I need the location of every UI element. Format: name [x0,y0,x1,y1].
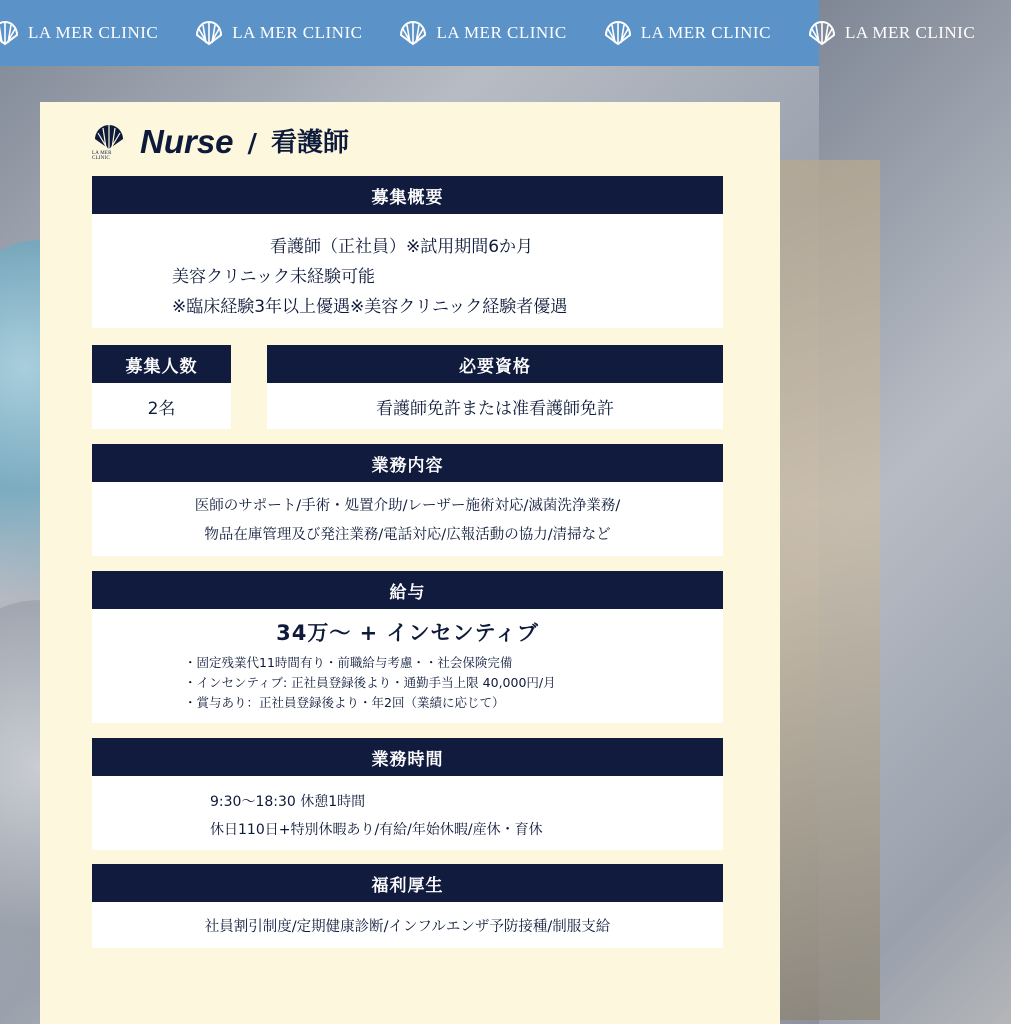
brand-logo [398,18,566,48]
clinic-logo [92,123,126,161]
requirements-value: 看護師免許または准看護師免許 [267,383,723,429]
shell-icon [194,18,224,48]
hours-line: 休日110日+特別休暇あり/有給/年始休暇/産休・育休 [210,822,543,838]
section-heading: 業務時間 [92,738,723,776]
brand-name: LA MER CLINIC [232,23,363,42]
brand-logo [0,18,158,48]
shell-icon [0,18,20,48]
hours-line: 9:30〜18:30 休憩1時間 [210,794,366,810]
section-heading: 業務内容 [92,444,723,482]
shell-icon [807,18,837,48]
section-heading: 福利厚生 [92,864,723,902]
shell-icon [603,18,633,48]
section-overview [92,176,723,328]
section-headcount [92,345,231,429]
title-english: Nurse [140,123,234,160]
salary-note: ・固定残業代11時間有り・前職給与考慮・・社会保険完備 [184,655,513,670]
duties-line: 物品在庫管理及び発注業務/電話対応/広報活動の協力/清掃など [204,527,611,543]
section-benefits [92,864,723,948]
section-body [92,776,723,850]
shell-icon [93,123,125,151]
salary-note: ・インセンティブ: 正社員登録後より・通勤手当上限 40,000円/月 [184,675,556,690]
section-requirements [267,345,723,429]
section-body [92,609,723,723]
section-salary [92,571,723,723]
overview-line: 看護師（正社員）※試用期間6か月 [269,237,534,257]
section-heading: 給与 [92,571,723,609]
section-heading: 募集概要 [92,176,723,214]
benefits-value: 社員割引制度/定期健康診断/インフルエンザ予防接種/制服支給 [92,902,723,948]
title-separator: / [247,129,258,159]
brand-logo [194,18,362,48]
section-duties [92,444,723,556]
salary-main: 34万〜 + インセンティブ [276,621,539,645]
logo-caption: LA MER CLINIC [92,151,112,161]
section-heading: 必要資格 [267,345,723,383]
brand-logo [807,18,975,48]
section-body [92,214,723,328]
brand-name: LA MER CLINIC [640,23,771,42]
job-posting-panel [40,102,780,1024]
section-heading: 募集人数 [92,345,231,383]
salary-note: ・賞与あり：正社員登録後より・年2回（業績に応じて） [184,695,505,710]
shell-icon [398,18,428,48]
overview-line: 美容クリニック未経験可能 [172,267,375,287]
brand-name: LA MER CLINIC [436,23,567,42]
headcount-value: 2名 [92,383,231,429]
duties-line: 医師のサポート/手術・処置介助/レーザー施術対応/滅菌洗浄業務/ [194,498,621,514]
brand-banner [0,0,976,66]
brand-logo [603,18,771,48]
section-hours [92,738,723,850]
brand-name: LA MER CLINIC [844,23,976,42]
brand-name: LA MER CLINIC [28,23,159,42]
page-title [92,122,349,161]
overview-line: ※臨床経験3年以上優遇※美容クリニック経験者優遇 [172,297,568,317]
section-body [92,482,723,556]
title-japanese: 看護師 [271,128,350,158]
